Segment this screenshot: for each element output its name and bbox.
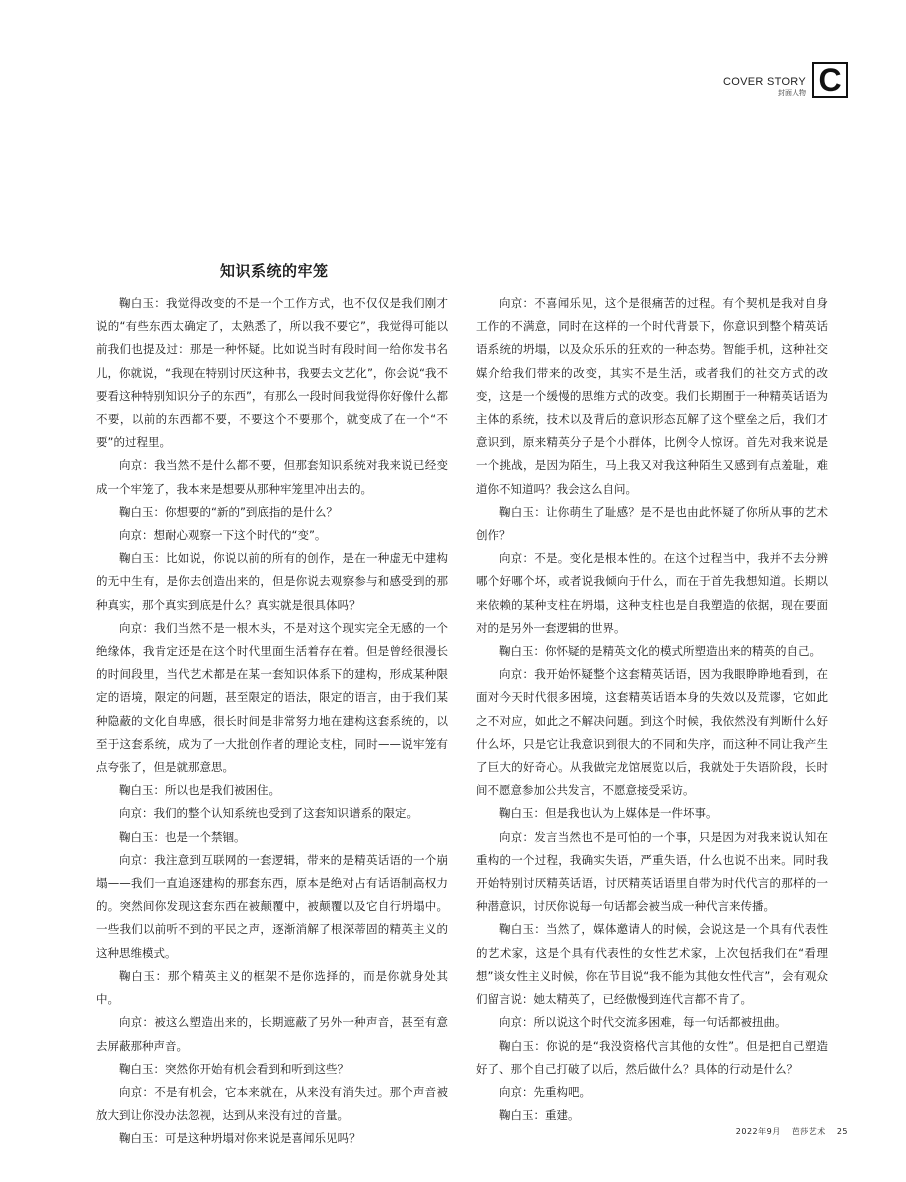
page-footer xyxy=(728,1126,848,1137)
paragraph: 鞠白玉：比如说，你说以前的所有的创作，是在一种虚无中建构的无中生有，是你去创造出来的，但是你说去观察参与和感受到的那种真实，那个真实到底是什么？真实就是很具体吗？ xyxy=(96,551,448,612)
paragraph: 向京：我当然不是什么都不要，但那套知识系统对我来说已经变成一个牢笼了，我本来是想要从那种牢笼里冲出去的。 xyxy=(96,458,448,496)
paragraph: 鞠白玉：所以也是我们被困住。 xyxy=(119,783,280,798)
paragraph: 鞠白玉：也是一个禁锢。 xyxy=(119,829,246,844)
section-title: 知识系统的牢笼 xyxy=(220,262,329,280)
paragraph: 向京：被这么塑造出来的，长期遮蔽了另外一种声音，甚至有意去屏蔽那种声音。 xyxy=(96,1015,448,1053)
paragraph: 鞠白玉：你想要的“新的”到底指的是什么？ xyxy=(119,504,338,519)
paragraph: 鞠白玉：我觉得改变的不是一个工作方式，也不仅仅是我们刚才说的“有些东西太确定了，太熟悉了，所以我不要它”，我觉得可能以前我们也提及过：那是一种怀疑。比如说当时有段时间一给你发书名儿，你就说，“我现在特别讨厌这种书，我要去文艺化”，你会说“我不要看这种特别知识分子的东西”，有那么一段时间我觉得你好像什么都不要，以前的东西都不要，不要这个不要那个，就变成了在一个“不要”的过程里。 xyxy=(96,296,448,450)
paragraph: 鞠白玉：当然了，媒体邀请人的时候，会说这是一个具有代表性的艺术家，这是个具有代表性的女性艺术家，上次包括我们在“看理想”谈女性主义时候，你在节目说“我不能为其他女性代言”，会有观众们留言说：她太精英了，已经傲慢到连代言都不肯了。 xyxy=(476,922,828,1007)
paragraph: 鞠白玉：你怀疑的是精英文化的模式所塑造出来的精英的自己。 xyxy=(499,644,821,659)
paragraph: 向京：不喜闻乐见，这个是很痛苦的过程。有个契机是我对自身工作的不满意，同时在这样的一个时代背景下，你意识到整个精英话语系统的坍塌，以及众乐乐的狂欢的一种态势。智能手机，这种社交媒介给我们带来的改变，其实不是生活，或者我们的社交方式的改变，这是一个缓慢的思维方式的改变。我们长期囿于一种精英话语为主体的系统，技术以及背后的意识形态瓦解了这个壁垒之后，我们才意识到，原来精英分子是个小群体，比例令人惊讶。首先对我来说是一个挑战，是因为陌生，马上我又对我这种陌生又感到有点羞耻，难道你不知道吗？我会这么自问。 xyxy=(476,296,828,496)
cover-story-logo-icon xyxy=(812,62,848,98)
paragraph: 向京：我们当然不是一根木头，不是对这个现实完全无感的一个绝缘体，我肯定还是在这个时代里面生活着存在着。但是曾经很漫长的时间段里，当代艺术都是在某一套知识体系下的建构，形成某种限定的语境，限定的问题，甚至限定的语法，限定的语言，由于我们某种隐蔽的文化自卑感，很长时间是非常努力地在建构这套系统的，以至于这套系统，成为了一大批创作者的理论支柱，同时——说牢笼有点夸张了，但是就那意思。 xyxy=(96,620,448,775)
paragraph: 向京：先重构吧。 xyxy=(499,1084,591,1099)
left-column xyxy=(96,292,448,1151)
paragraph: 向京：发言当然也不是可怕的一个事，只是因为对我来说认知在重构的一个过程，我确实失语，严重失语，什么也说不出来。同时我开始特别讨厌精英话语，讨厌精英话语里自带为时代代言的那样的一种潜意识，讨厌你说每一句话都会被当成一种代言来传播。 xyxy=(476,829,828,914)
paragraph: 鞠白玉：可是这种坍塌对你来说是喜闻乐见吗？ xyxy=(119,1131,361,1146)
paragraph: 向京：想耐心观察一下这个时代的“变”。 xyxy=(119,528,327,543)
cover-story-subtitle: 封面人物 xyxy=(778,89,806,97)
paragraph: 鞠白玉：让你萌生了耻感？是不是也由此怀疑了你所从事的艺术创作？ xyxy=(476,504,828,543)
footer-date: 2022年9月 xyxy=(735,1127,781,1136)
header-text xyxy=(723,62,806,98)
cover-story-label: COVER STORY xyxy=(723,76,806,88)
paragraph: 向京：不是。变化是根本性的。在这个过程当中，我并不去分辨哪个好哪个坏，或者说我倾向于什么，而在于首先我想知道。长期以来依赖的某种支柱在坍塌，这种支柱也是自我塑造的依据，现在要面对的是另外一套逻辑的世界。 xyxy=(476,551,828,635)
paragraph: 向京：我们的整个认知系统也受到了这套知识谱系的限定。 xyxy=(119,806,418,821)
paragraph: 鞠白玉：突然你开始有机会看到和听到这些？ xyxy=(119,1061,349,1076)
paragraph: 鞠白玉：重建。 xyxy=(499,1108,580,1123)
right-column xyxy=(476,292,828,1127)
paragraph: 向京：所以说这个时代交流多困难，每一句话都被扭曲。 xyxy=(499,1015,787,1030)
paragraph: 向京：我开始怀疑整个这套精英话语，因为我眼睁睁地看到，在面对今天时代很多困境，这套精英话语本身的失效以及荒谬，它如此之不对应，如此之不解决问题。到这个时候，我依然没有判断什么好什么坏，只是它让我意识到很大的不同和失序，而这种不同让我产生了巨大的好奇心。从我做完龙馆展览以后，我就处于失语阶段，长时间不愿意参加公共发言，不愿意接受采访。 xyxy=(476,667,828,798)
paragraph: 向京：不是有机会，它本来就在，从来没有消失过。那个声音被放大到让你没办法忽视，达到从来没有过的音量。 xyxy=(96,1084,448,1123)
paragraph: 鞠白玉：你说的是“我没资格代言其他的女性”。但是把自己塑造好了、那个自己打破了以后，然后做什么？具体的行动是什么？ xyxy=(476,1038,828,1076)
cover-story-header xyxy=(723,62,848,98)
footer-magazine: 芭莎艺术 xyxy=(791,1127,826,1136)
logo-letter: C xyxy=(818,62,842,98)
paragraph: 鞠白玉：但是我也认为上媒体是一件坏事。 xyxy=(499,806,718,821)
page-number: 25 xyxy=(836,1127,848,1136)
paragraph: 向京：我注意到互联网的一套逻辑，带来的是精英话语的一个崩塌——我们一直追逐建构的那套东西，原本是绝对占有话语制高权力的。突然间你发现这套东西在被颠覆中，被颠覆以及它自行坍塌中。一些我们以前听不到的平民之声，逐渐消解了根深蒂固的精英主义的这种思维模式。 xyxy=(96,852,448,960)
paragraph: 鞠白玉：那个精英主义的框架不是你选择的，而是你就身处其中。 xyxy=(96,968,448,1007)
